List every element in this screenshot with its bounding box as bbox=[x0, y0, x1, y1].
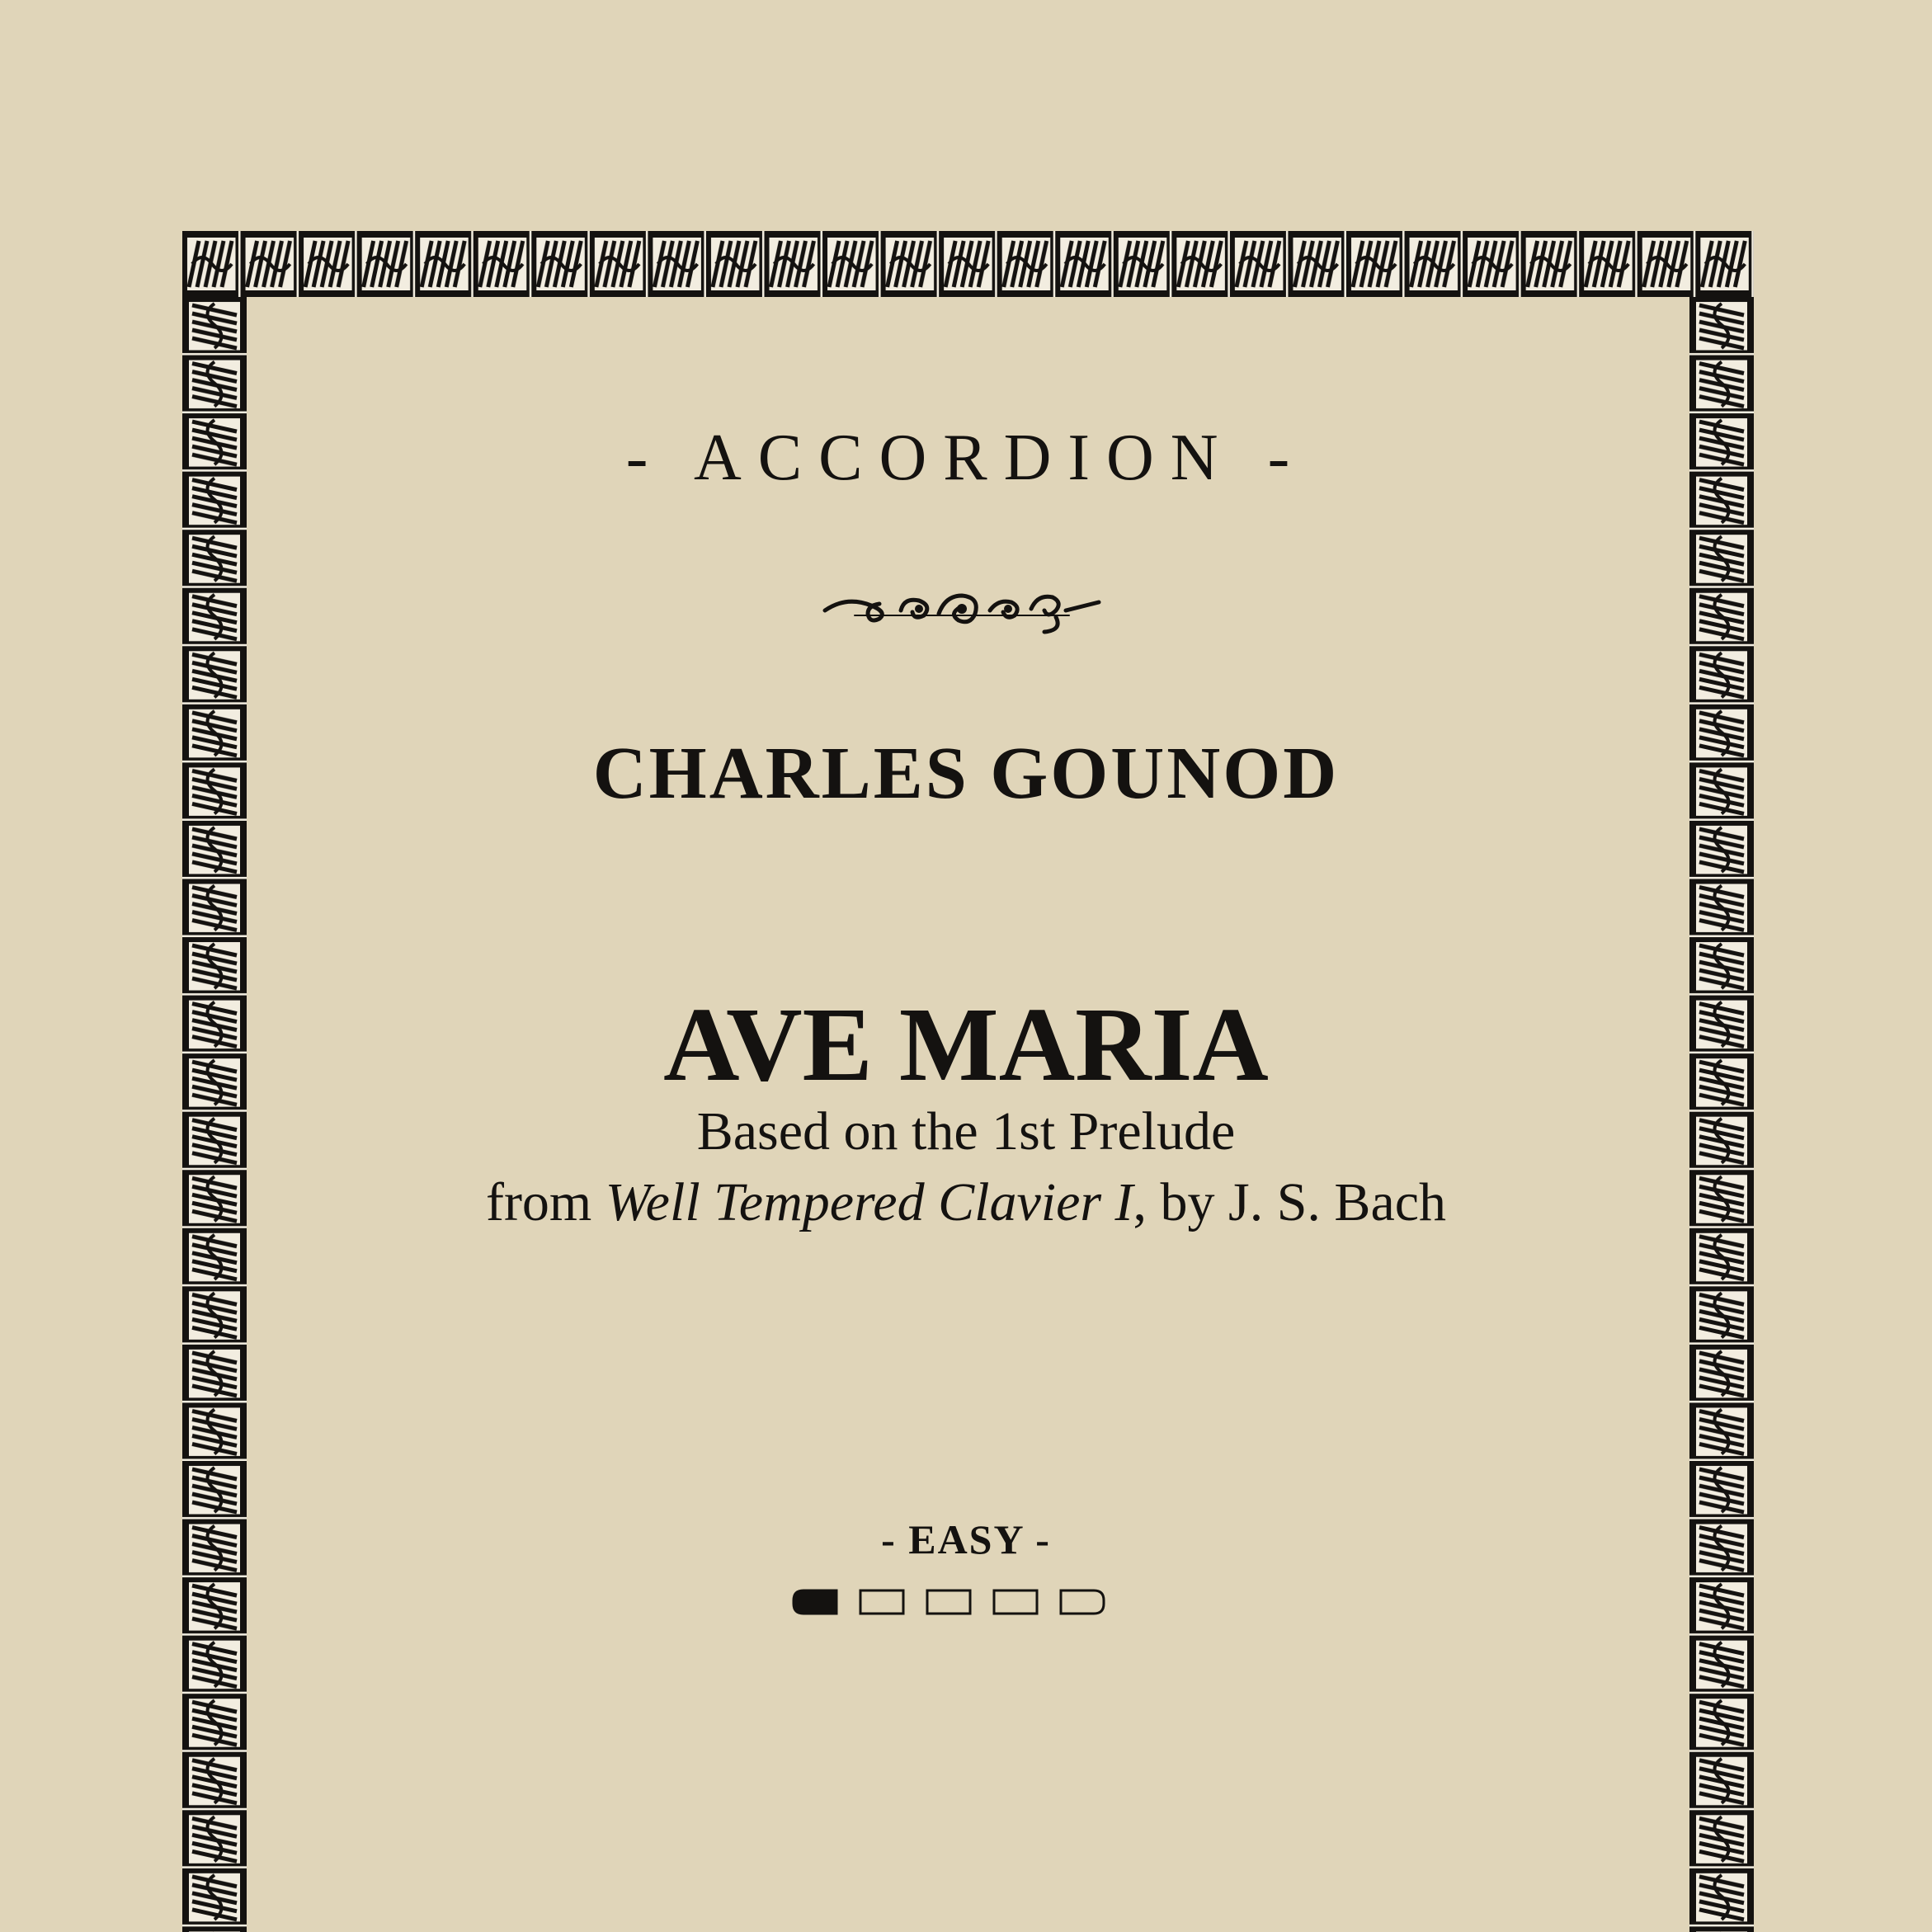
composer-name: CHARLES GOUNOD bbox=[592, 733, 1340, 814]
level-box-filled bbox=[794, 1590, 836, 1614]
ornament-flourish-icon bbox=[822, 577, 1102, 637]
level-box-empty bbox=[1061, 1590, 1104, 1614]
subtitle-suffix: , by J. S. Bach bbox=[1133, 1172, 1447, 1232]
level-box-empty bbox=[860, 1590, 903, 1614]
difficulty-label: - EASY - bbox=[881, 1516, 1051, 1562]
subtitle-line-2 bbox=[0, 1170, 1932, 1236]
level-box-empty bbox=[994, 1590, 1037, 1614]
level-box-empty bbox=[927, 1590, 970, 1614]
subtitle-work-title: Well Tempered Clavier I bbox=[605, 1172, 1133, 1232]
subtitle-line-1: Based on the 1st Prelude bbox=[696, 1101, 1236, 1162]
instrument-heading: - ACCORDION - bbox=[625, 422, 1307, 494]
subtitle-prefix: from bbox=[485, 1172, 606, 1232]
piece-title: AVE MARIA bbox=[663, 986, 1269, 1103]
difficulty-level-meter bbox=[792, 1587, 1122, 1617]
border-top bbox=[182, 231, 1754, 297]
